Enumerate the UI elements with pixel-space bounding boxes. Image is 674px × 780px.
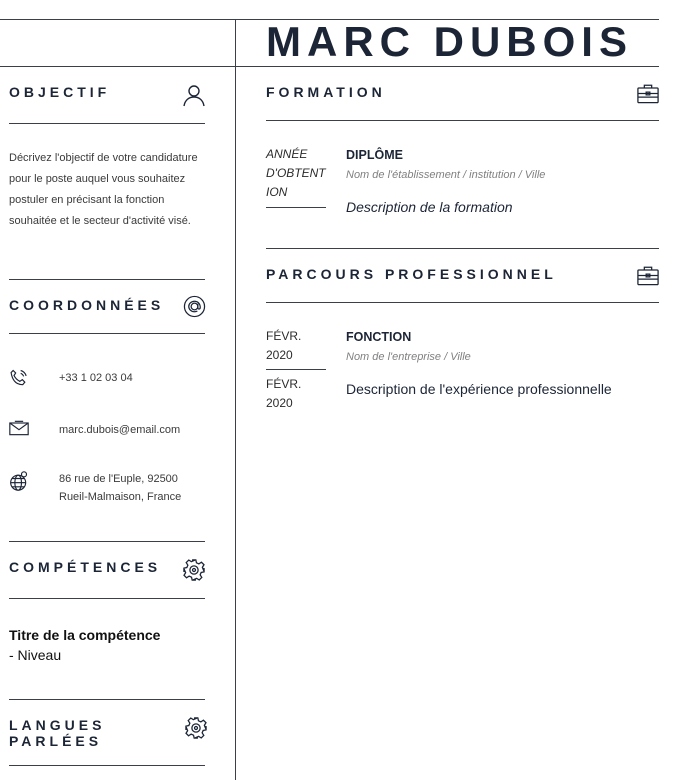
contact-rule	[9, 333, 205, 334]
globe-pin-icon	[9, 470, 29, 492]
column-divider	[235, 19, 236, 780]
education-date-line3: ION	[266, 185, 288, 199]
at-sign-icon	[183, 295, 206, 318]
experience-role: FONCTION	[346, 330, 412, 344]
header-bottom-rule	[0, 66, 659, 67]
experience-end-year: 2020	[266, 396, 293, 410]
skill-item-level: - Niveau	[9, 647, 62, 663]
experience-start-year: 2020	[266, 348, 293, 362]
experience-end-month: FÉVR.	[266, 377, 302, 391]
experience-title: PARCOURS PROFESSIONNEL	[266, 266, 557, 282]
education-degree: DIPLÔME	[346, 148, 403, 162]
experience-date-rule	[266, 369, 326, 370]
languages-top-rule	[9, 699, 205, 700]
experience-start-month: FÉVR.	[266, 329, 302, 343]
education-date-line1: ANNÉE	[266, 147, 308, 161]
skills-rule	[9, 598, 205, 599]
contact-title: COORDONNÉES	[9, 297, 165, 313]
objective-rule	[9, 123, 205, 124]
languages-title-line2: PARLÉES	[9, 733, 103, 749]
experience-top-rule	[266, 248, 659, 249]
briefcase-icon	[637, 83, 659, 104]
education-description: Description de la formation	[346, 199, 513, 215]
skills-title: COMPÉTENCES	[9, 559, 162, 575]
languages-title-line1: LANGUES	[9, 717, 106, 733]
gear-icon	[185, 717, 207, 739]
contact-top-rule	[9, 279, 205, 280]
contact-address-line1: 86 rue de l'Euple, 92500	[59, 473, 178, 485]
candidate-name: MARC DUBOIS	[266, 18, 633, 65]
objective-text: Décrivez l'objectif de votre candidature pour le poste auquel vous souhaitez postuler en précisant la fonction souhaitée et le secteur d'activité visé.	[9, 152, 198, 227]
gear-icon	[183, 559, 205, 581]
education-date-line2: D'OBTENT	[266, 166, 326, 180]
skill-item-title: Titre de la compétence	[9, 627, 161, 643]
envelope-icon	[9, 420, 29, 436]
briefcase-icon	[637, 265, 659, 286]
contact-email: marc.dubois@email.com	[59, 424, 181, 436]
languages-rule	[9, 765, 205, 766]
user-icon	[182, 83, 206, 107]
education-rule	[266, 120, 659, 121]
skills-top-rule	[9, 541, 205, 542]
experience-description: Description de l'expérience professionnelle	[346, 381, 612, 397]
education-institution: Nom de l'établissement / institution / Ville	[346, 169, 546, 181]
experience-company: Nom de l'entreprise / Ville	[346, 351, 471, 363]
contact-address-line2: Rueil-Malmaison, France	[59, 491, 182, 503]
objective-title: OBJECTIF	[9, 84, 111, 100]
education-title: FORMATION	[266, 84, 386, 100]
contact-phone: +33 1 02 03 04	[59, 372, 133, 384]
education-date-rule	[266, 207, 326, 208]
experience-rule	[266, 302, 659, 303]
phone-icon	[9, 368, 29, 388]
